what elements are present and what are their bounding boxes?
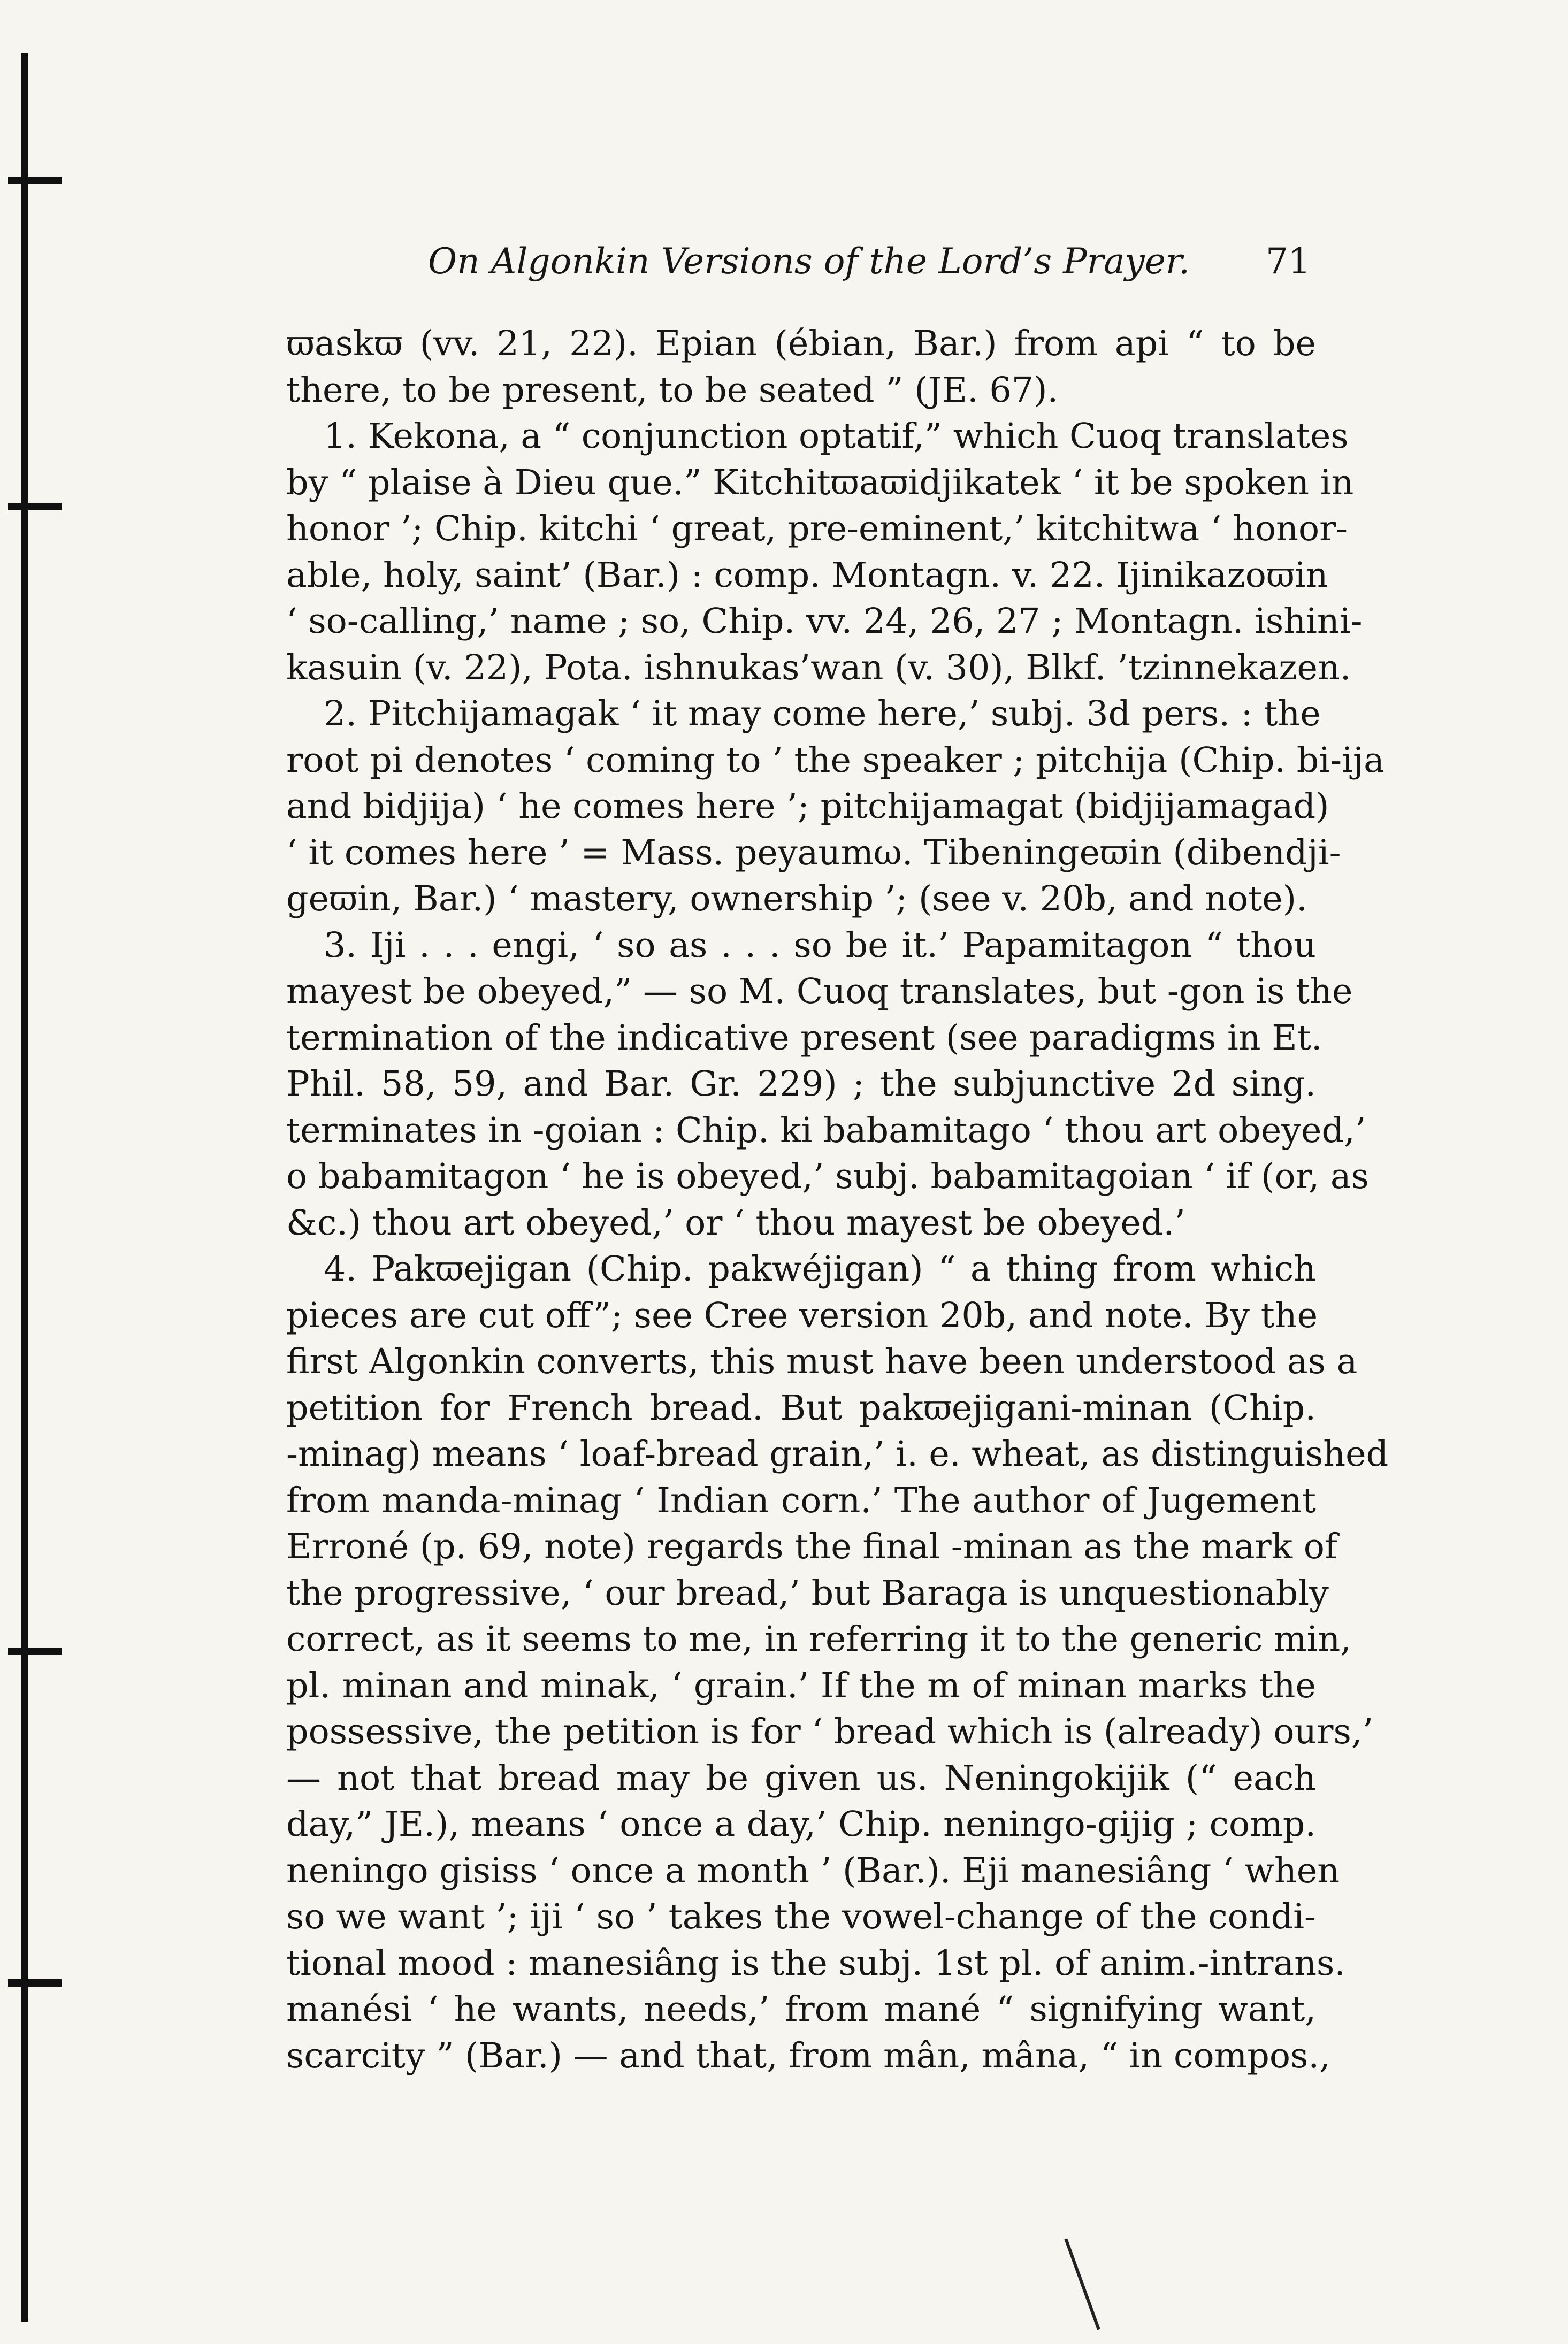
text-line: 4. Pakϖejigan (Chip. pakwéjigan) “ a thing from which: [324, 1249, 1316, 1289]
text-line: kasuin (v. 22), Pota. ishnukas’wan (v. 30), Blkf. ’tzinnekazen.: [286, 647, 1351, 688]
text-line: and bidjija) ‘ he comes here ’; pitchijamagat (bidjijamagad): [286, 786, 1329, 826]
text-line: pl. minan and minak, ‘ grain.’ If the m of minan marks the: [286, 1665, 1316, 1706]
text-line: ϖaskϖ (vv. 21, 22). Epian (ébian, Bar.) from api “ to be: [286, 324, 1316, 364]
text-line: manési ‘ he wants, needs,’ from mané “ signifying want,: [286, 1989, 1316, 2029]
text-line: Erroné (p. 69, note) regards the final -minan as the mark of: [286, 1527, 1337, 1567]
text-line: by “ plaise à Dieu que.” Kitchitϖaϖidjikatek ‘ it be spoken in: [286, 462, 1354, 503]
text-line: possessive, the petition is for ‘ bread which is (already) ours,’: [286, 1712, 1374, 1752]
body-text: [286, 321, 1389, 2079]
text-line: pieces are cut off”; see Cree version 20b, and note. By the: [286, 1295, 1318, 1336]
text-line: termination of the indicative present (see paradigms in Et.: [286, 1017, 1322, 1058]
text-line: 3. Iji . . . engi, ‘ so as . . . so be it.’ Papamitagon “ thou: [324, 925, 1316, 966]
text-line: first Algonkin converts, this must have been understood as a: [286, 1342, 1358, 1382]
text-line: root pi denotes ‘ coming to ’ the speaker ; pitchija (Chip. bi-ija: [286, 740, 1385, 780]
running-title: On Algonkin Versions of the Lord’s Prayer.: [428, 241, 1190, 282]
text-line: correct, as it seems to me, in referring it to the generic min,: [286, 1619, 1351, 1659]
page-number: 71: [1266, 241, 1311, 282]
text-line: o babamitagon ‘ he is obeyed,’ subj. babamitagoian ‘ if (or, as: [286, 1156, 1370, 1197]
binding-mark: [8, 1648, 62, 1655]
text-line: -minag) means ‘ loaf-bread grain,’ i. e. wheat, as distinguished: [286, 1434, 1389, 1474]
text-line: able, holy, saint’ (Bar.) : comp. Montagn. v. 22. Ijinikazoϖin: [286, 555, 1328, 595]
text-line: from manda-minag ‘ Indian corn.’ The author of Jugement: [286, 1480, 1316, 1521]
text-line: there, to be present, to be seated ” (JE. 67).: [286, 370, 1059, 410]
text-line: mayest be obeyed,” — so M. Cuoq translates, but -gon is the: [286, 971, 1353, 1012]
text-line: &c.) thou art obeyed,’ or ‘ thou mayest be obeyed.’: [286, 1202, 1185, 1243]
binding-mark: [8, 1979, 62, 1987]
text-line: scarcity ” (Bar.) — and that, from mân, mâna, “ in compos.,: [286, 2035, 1330, 2076]
text-line: terminates in -goian : Chip. ki babamitago ‘ thou art obeyed,’: [286, 1110, 1366, 1151]
text-line: petition for French bread. But pakϖejigani-minan (Chip.: [286, 1388, 1316, 1428]
text-line: honor ’; Chip. kitchi ‘ great, pre-eminent,’ kitchitwa ‘ honor-: [286, 509, 1348, 549]
text-line: 1. Kekona, a “ conjunction optatif,” which Cuoq translates: [324, 416, 1349, 456]
binding-mark: [8, 503, 62, 510]
text-line: day,” JE.), means ‘ once a day,’ Chip. neningo-gijig ; comp.: [286, 1804, 1316, 1844]
page-header: [428, 241, 1311, 294]
text-line: neningo gisiss ‘ once a month ’ (Bar.). Eji manesiâng ‘ when: [286, 1850, 1340, 1891]
text-line: so we want ’; iji ‘ so ’ takes the vowel-change of the condi-: [286, 1897, 1316, 1937]
text-line: the progressive, ‘ our bread,’ but Baraga is unquestionably: [286, 1573, 1329, 1613]
stray-mark: [1064, 2238, 1100, 2330]
text-line: tional mood : manesiâng is the subj. 1st pl. of anim.-intrans.: [286, 1943, 1346, 1983]
text-line: ‘ it comes here ’ = Mass. peyaumω. Tibeningeϖin (dibendji-: [286, 832, 1341, 873]
text-line: Phil. 58, 59, and Bar. Gr. 229) ; the subjunctive 2d sing.: [286, 1064, 1316, 1104]
binding-mark: [8, 177, 62, 184]
text-line: ‘ so-calling,’ name ; so, Chip. vv. 24, 26, 27 ; Montagn. ishini-: [286, 601, 1363, 641]
text-line: 2. Pitchijamagak ‘ it may come here,’ subj. 3d pers. : the: [324, 694, 1321, 734]
text-line: geϖin, Bar.) ‘ mastery, ownership ’; (see v. 20b, and note).: [286, 879, 1307, 919]
text-line: — not that bread may be given us. Neningokijik (“ each: [286, 1758, 1316, 1798]
